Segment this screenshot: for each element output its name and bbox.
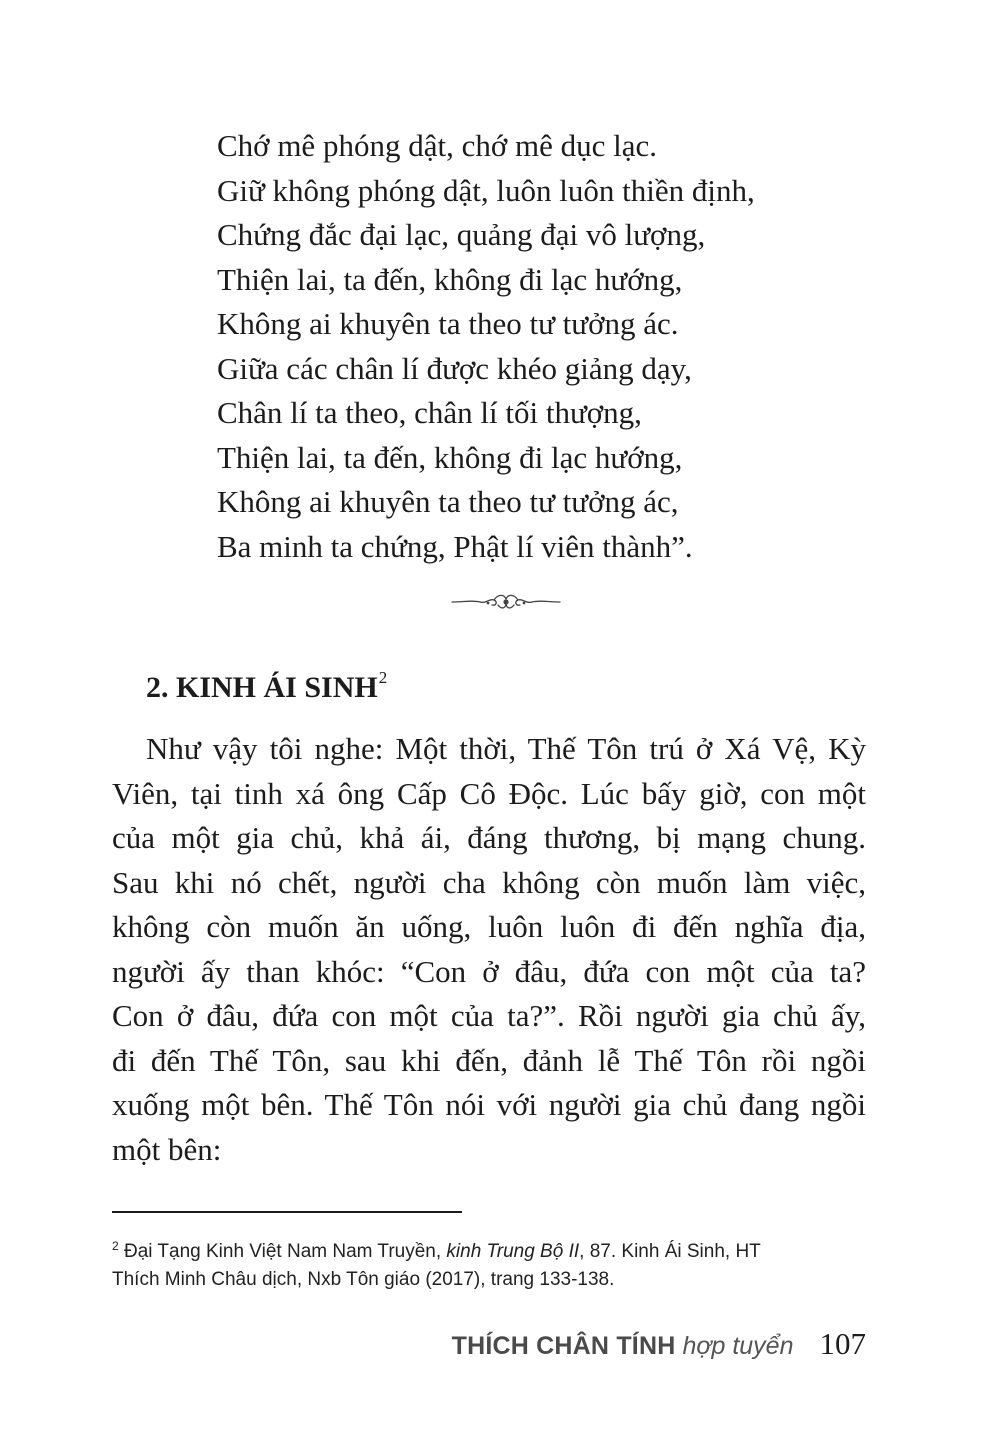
section-heading-text: 2. KINH ÁI SINH [146, 671, 378, 704]
body-paragraph [112, 727, 866, 1172]
footnote-line-2: Thích Minh Châu dịch, Nxb Tôn giáo (2017), trang 133-138. [112, 1269, 615, 1290]
verse-line: Chân lí ta theo, chân lí tối thượng, [217, 395, 642, 430]
verse-line: Không ai khuyên ta theo tư tưởng ác, [217, 484, 679, 519]
footnote-text: , 87. Kinh Ái Sinh, HT [579, 1241, 761, 1262]
verse-line: Chớ mê phóng dật, chớ mê dục lạc. [217, 128, 657, 163]
body-line [112, 1083, 866, 1128]
body-line-text: người ấy than khóc: “Con ở đâu, đứa con một của ta? [112, 953, 866, 989]
body-line [112, 1039, 866, 1084]
footer-author: THÍCH CHÂN TÍNH [451, 1332, 676, 1360]
verse-line: Giữa các chân lí được khéo giảng dạy, [217, 350, 692, 386]
footnote-separator [112, 1211, 462, 1213]
verse-line: Không ai khuyên ta theo tư tưởng ác. [217, 306, 679, 341]
footer-series: hợp tuyển [682, 1332, 794, 1360]
body-line-text: Viên, tại tinh xá ông Cấp Cô Độc. Lúc bấy giờ, con một [112, 775, 866, 811]
page-footer [452, 1326, 866, 1362]
verse-line: Chứng đắc đại lạc, quảng đại vô lượng, [217, 217, 706, 252]
body-line-text: một bên: [112, 1131, 222, 1167]
body-line [112, 861, 866, 906]
body-line [112, 1128, 866, 1173]
footnote-italic-title: kinh Trung Bộ II [446, 1241, 580, 1262]
body-line [112, 727, 866, 772]
verse-line: Ba minh ta chứng, Phật lí viên thành”. [217, 528, 693, 564]
body-line [112, 816, 866, 861]
verse-line: Thiện lai, ta đến, không đi lạc hướng, [217, 261, 683, 297]
body-line-text: Con ở đâu, đứa con một của ta?”. Rồi người gia chủ ấy, [112, 998, 866, 1033]
verse-block [217, 124, 755, 569]
page-number: 107 [819, 1326, 866, 1361]
footnote-reference: 2 [378, 668, 388, 687]
body-line [112, 772, 866, 817]
body-line-text: Sau khi nó chết, người cha không còn muốn làm việc, [112, 864, 866, 900]
body-line-text: đi đến Thế Tôn, sau khi đến, đảnh lễ Thế Tôn rồi ngồi [112, 1042, 866, 1078]
body-line [112, 905, 866, 950]
footnote-number: 2 [112, 1239, 119, 1253]
verse-line: Thiện lai, ta đến, không đi lạc hướng, [217, 439, 683, 475]
section-heading [146, 668, 387, 705]
footnote-line-1 [112, 1232, 866, 1266]
body-line-text: xuống một bên. Thế Tôn nói với người gia chủ đang ngồi [112, 1087, 866, 1122]
body-line-text: của một gia chủ, khả ái, đáng thương, bị mạng chung. [112, 820, 866, 855]
footnote-text: Đại Tạng Kinh Việt Nam Nam Truyền, [123, 1241, 447, 1262]
section-divider-ornament-icon [450, 590, 562, 614]
footnote [112, 1232, 866, 1294]
body-line [112, 994, 866, 1039]
body-line [112, 950, 866, 995]
body-line-text: không còn muốn ăn uống, luôn luôn đi đến nghĩa địa, [112, 909, 866, 944]
body-line-text: Như vậy tôi nghe: Một thời, Thế Tôn trú ở Xá Vệ, Kỳ [146, 731, 866, 766]
verse-line: Giữ không phóng dật, luôn luôn thiền định, [217, 172, 755, 208]
